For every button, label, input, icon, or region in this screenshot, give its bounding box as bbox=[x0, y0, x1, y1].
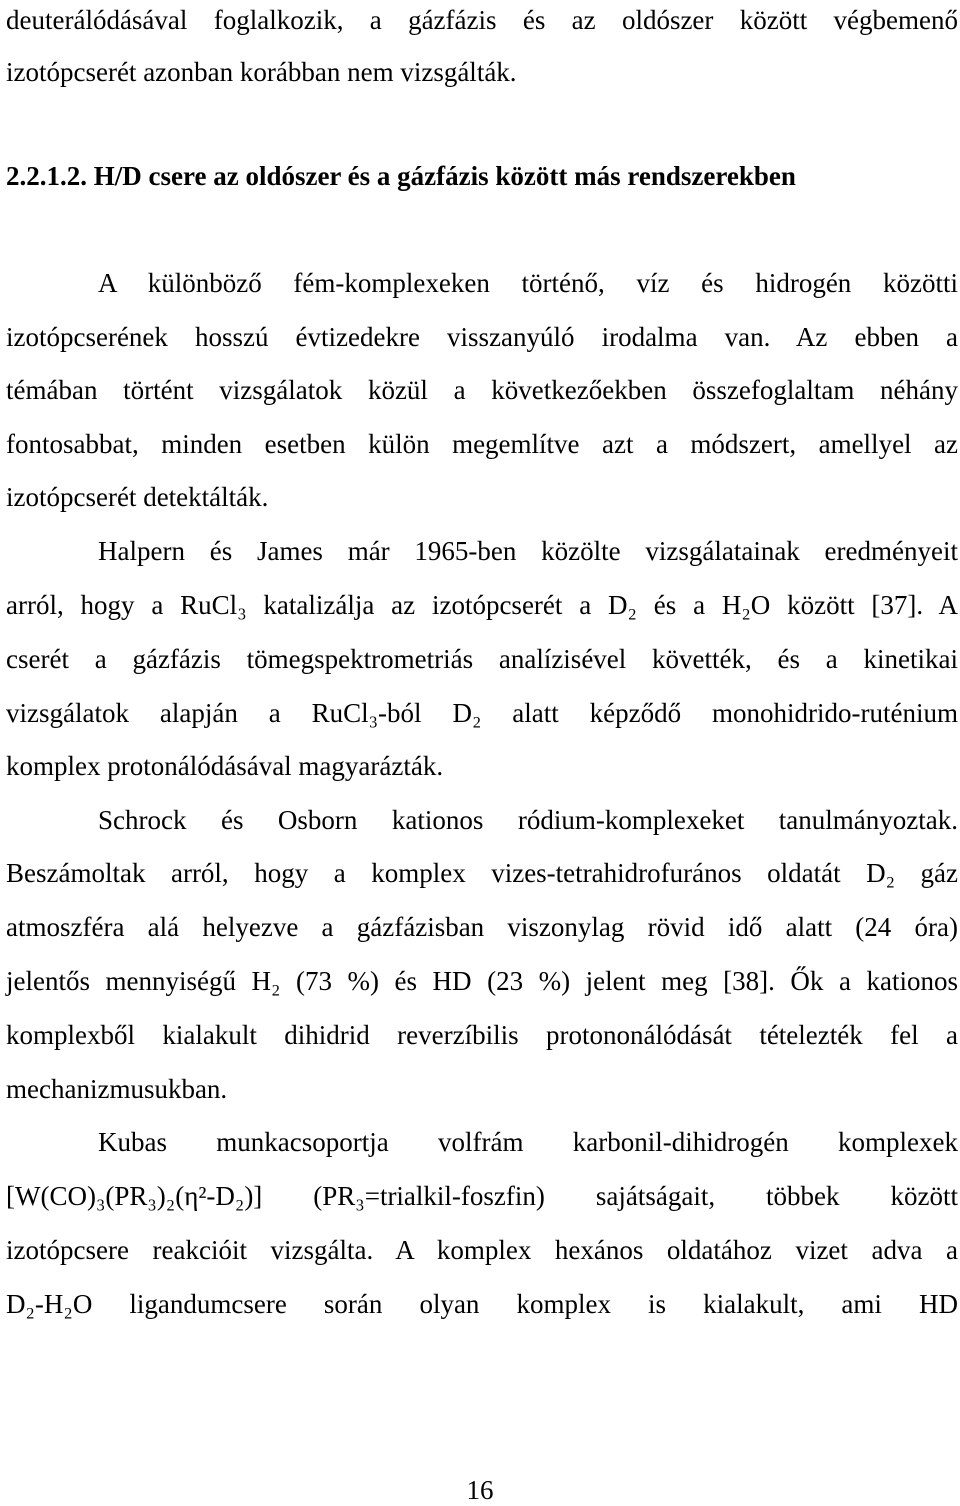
text-line: D₂-H₂O ligandumcsere során olyan komplex is kialakult, ami HD bbox=[6, 1289, 958, 1319]
text-line: izotópcsere reakcióit vizsgálta. A komplex hexános oldatához vizet adva a bbox=[6, 1235, 958, 1265]
text-line: komplexből kialakult dihidrid reverzíbilis protononálódását tételezték fel a bbox=[6, 1020, 958, 1050]
text-line: A különböző fém-komplexeken történő, víz és hidrogén közötti bbox=[98, 268, 958, 298]
text-line: izotópcserének hosszú évtizedekre visszanyúló irodalma van. Az ebben a bbox=[6, 322, 958, 352]
text-line: vizsgálatok alapján a RuCl₃-ból D₂ alatt képződő monohidrido-ruténium bbox=[6, 698, 958, 728]
text-line: cserét a gázfázis tömegspektrometriás analízisével követték, és a kinetikai bbox=[6, 644, 958, 674]
text-line: deuterálódásával foglalkozik, a gázfázis és az oldószer között végbemenő bbox=[6, 5, 958, 35]
text-line: izotópcserét detektálták. bbox=[6, 482, 269, 512]
page-number: 16 bbox=[466, 1475, 494, 1505]
text-line: Halpern és James már 1965-ben közölte vizsgálatainak eredményeit bbox=[98, 536, 958, 566]
text-line: jelentős mennyiségű H₂ (73 %) és HD (23 %) jelent meg [38]. Ők a kationos bbox=[6, 966, 958, 996]
text-line: témában történt vizsgálatok közül a következőekben összefoglaltam néhány bbox=[6, 375, 958, 405]
section-heading: 2.2.1.2. H/D csere az oldószer és a gázfázis között más rendszerekben bbox=[6, 161, 796, 191]
text-line: Beszámoltak arról, hogy a komplex vizes-tetrahidrofurános oldatát D₂ gáz bbox=[6, 858, 958, 888]
text-line: atmoszféra alá helyezve a gázfázisban viszonylag rövid idő alatt (24 óra) bbox=[6, 912, 958, 942]
text-line: arról, hogy a RuCl₃ katalizálja az izotópcserét a D₂ és a H₂O között [37]. A bbox=[6, 590, 958, 620]
text-line: mechanizmusukban. bbox=[6, 1074, 228, 1104]
text-line: fontosabbat, minden esetben külön megemlítve azt a módszert, amellyel az bbox=[6, 429, 958, 459]
text-line: Schrock és Osborn kationos ródium-komplexeket tanulmányoztak. bbox=[98, 805, 958, 835]
text-line: Kubas munkacsoportja volfrám karbonil-dihidrogén komplexek bbox=[98, 1127, 958, 1157]
text-line: izotópcserét azonban korábban nem vizsgálták. bbox=[6, 57, 517, 87]
text-line: komplex protonálódásával magyarázták. bbox=[6, 751, 444, 781]
text-line: [W(CO)₃(PR₃)₂(η²-D₂)] (PR₃=trialkil-foszfin) sajátságait, többek között bbox=[6, 1181, 958, 1211]
